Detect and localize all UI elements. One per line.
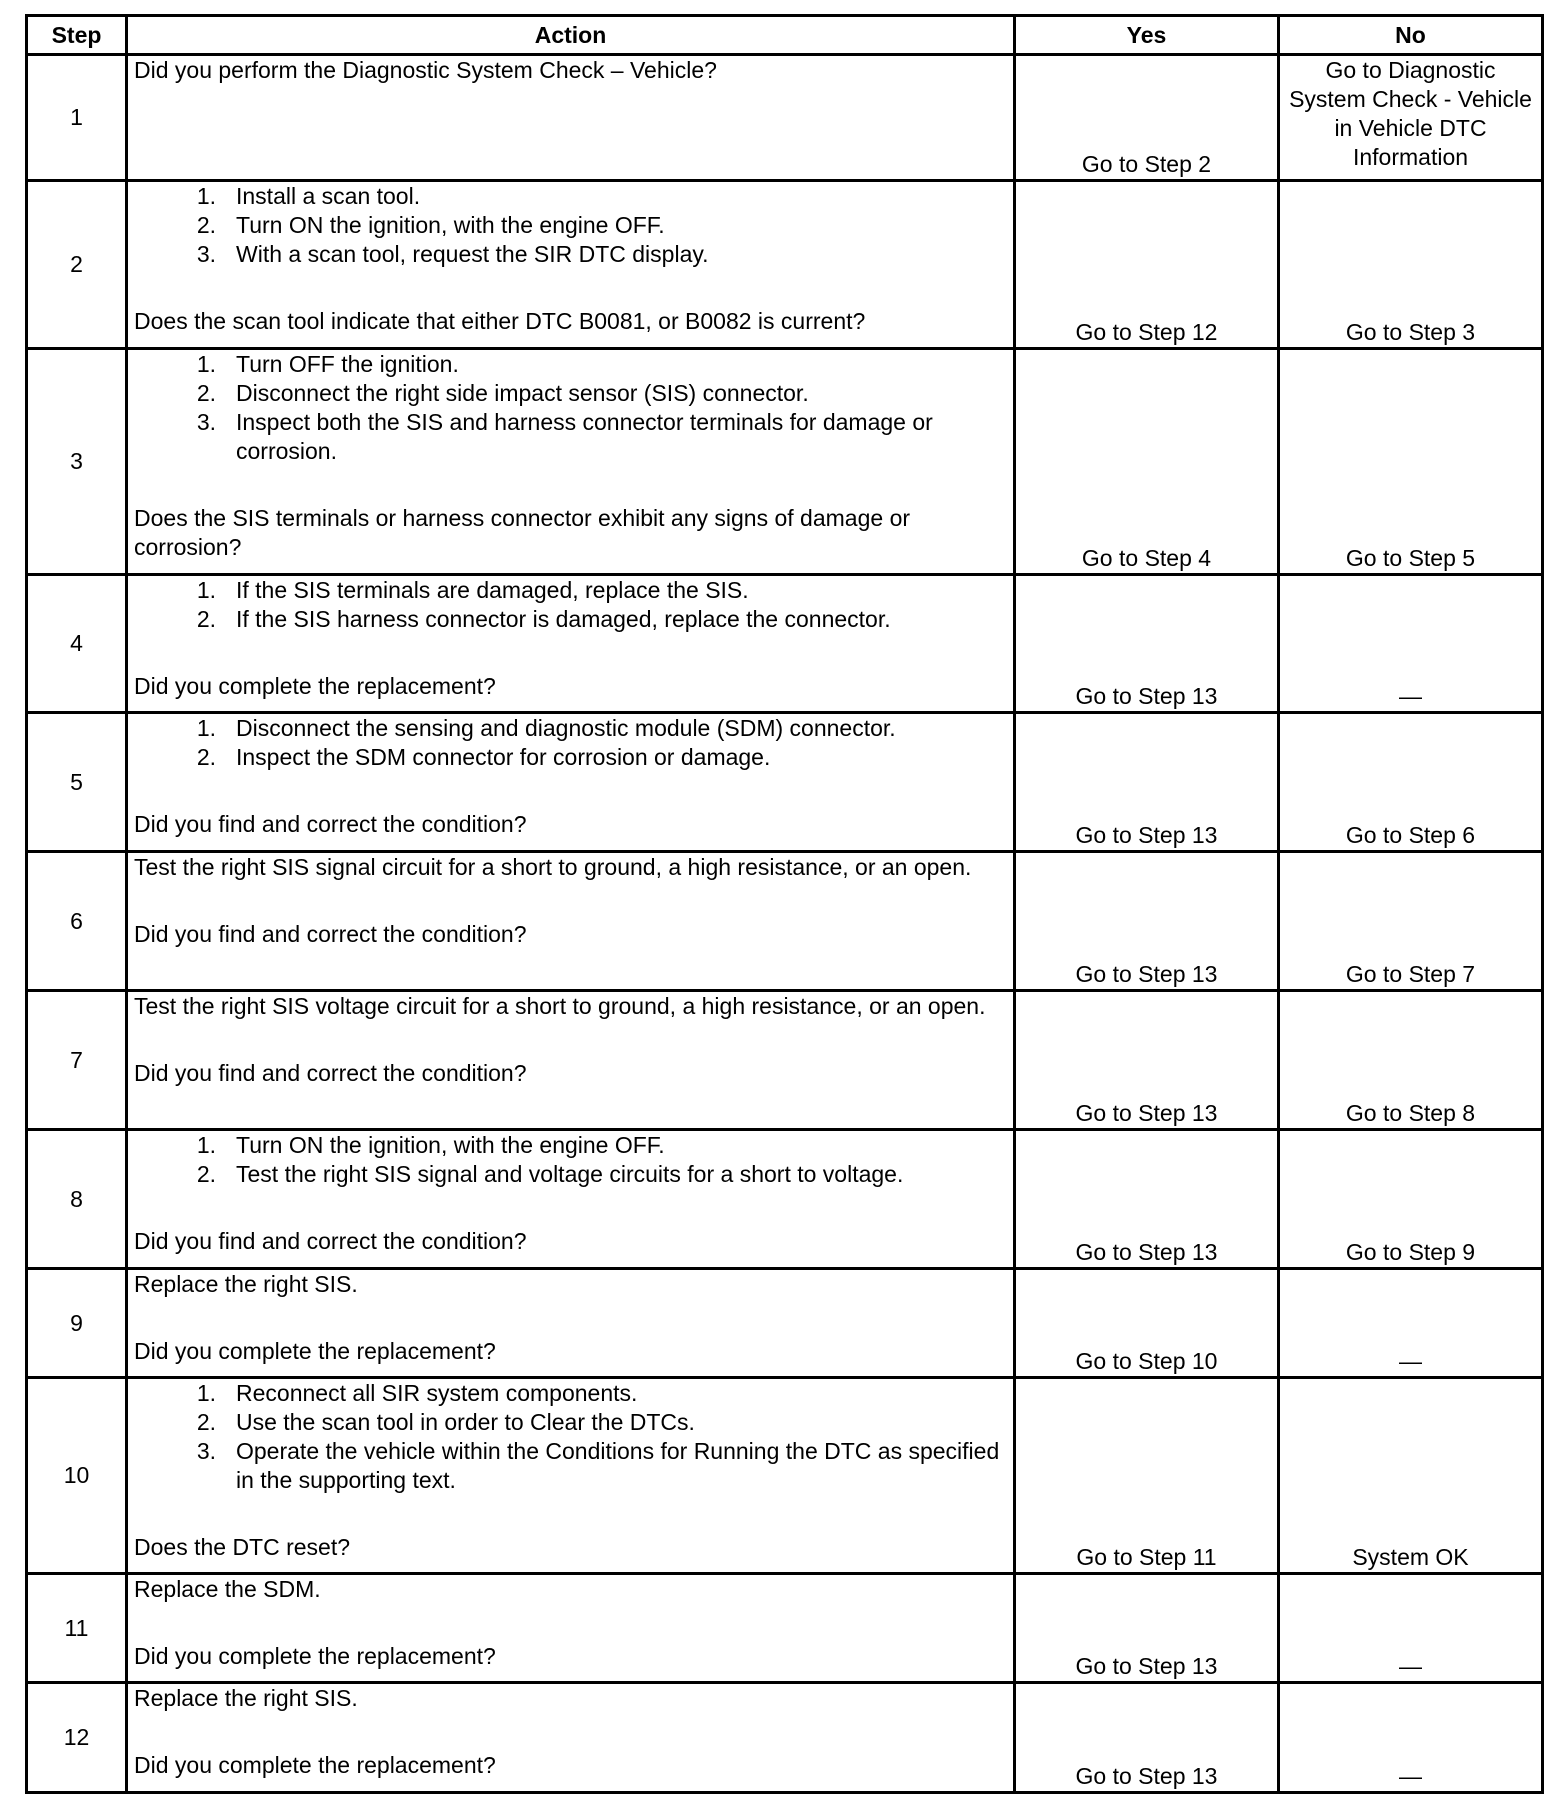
action-step-number: 1.	[196, 1380, 216, 1406]
table-row	[27, 852, 1543, 991]
table-row	[27, 713, 1543, 852]
action-question: Did you find and correct the condition?	[134, 1060, 527, 1086]
no-result: —	[1279, 1683, 1543, 1793]
step-number: 10	[27, 1378, 127, 1574]
action-step-text: Turn ON the ignition, with the engine OFF.	[236, 1132, 665, 1158]
table-row	[27, 1683, 1543, 1793]
step-number: 7	[27, 991, 127, 1130]
action-step-number: 2.	[196, 744, 216, 770]
spacer	[134, 772, 1007, 810]
action-step-list	[134, 1379, 1007, 1495]
no-result: Go to Diagnostic System Check - Vehicle in Vehicle DTC Information	[1279, 55, 1543, 181]
yes-result: Go to Step 12	[1015, 181, 1279, 349]
action-step-number: 2.	[196, 212, 216, 238]
header-step: Step	[27, 16, 127, 55]
table-row	[27, 1574, 1543, 1683]
action-cell	[127, 713, 1015, 852]
action-question: Did you find and correct the condition?	[134, 1228, 527, 1254]
no-result: —	[1279, 1574, 1543, 1683]
step-number: 9	[27, 1269, 127, 1378]
step-number: 3	[27, 349, 127, 575]
action-step-text: Disconnect the right side impact sensor (SIS) connector.	[236, 380, 809, 406]
action-question: Did you complete the replacement?	[134, 1338, 496, 1364]
no-result: Go to Step 9	[1279, 1130, 1543, 1269]
spacer	[134, 269, 1007, 307]
action-cell	[127, 1269, 1015, 1378]
action-step-text: Reconnect all SIR system components.	[236, 1380, 638, 1406]
action-instruction: Test the right SIS signal circuit for a short to ground, a high resistance, or an open.	[134, 854, 972, 880]
step-number: 6	[27, 852, 127, 991]
step-number: 8	[27, 1130, 127, 1269]
action-step-text: Install a scan tool.	[236, 183, 421, 209]
action-step-item	[134, 1160, 1007, 1189]
step-number: 4	[27, 575, 127, 713]
action-cell	[127, 575, 1015, 713]
action-cell	[127, 1574, 1015, 1683]
action-step-item	[134, 240, 1007, 269]
action-step-number: 3.	[196, 1438, 216, 1464]
no-result: Go to Step 7	[1279, 852, 1543, 991]
action-step-number: 3.	[196, 241, 216, 267]
action-cell	[127, 1378, 1015, 1574]
action-step-item	[134, 1408, 1007, 1437]
action-step-text: Operate the vehicle within the Conditions for Running the DTC as specified in the supporting text.	[236, 1438, 1000, 1493]
action-step-number: 2.	[196, 606, 216, 632]
action-step-item	[134, 350, 1007, 379]
action-step-text: With a scan tool, request the SIR DTC display.	[236, 241, 709, 267]
yes-result: Go to Step 13	[1015, 713, 1279, 852]
step-number: 5	[27, 713, 127, 852]
spacer	[134, 1189, 1007, 1227]
yes-result: Go to Step 13	[1015, 1683, 1279, 1793]
action-step-number: 1.	[196, 1132, 216, 1158]
action-step-number: 2.	[196, 1161, 216, 1187]
yes-result: Go to Step 10	[1015, 1269, 1279, 1378]
action-cell	[127, 349, 1015, 575]
action-step-number: 2.	[196, 380, 216, 406]
table-row	[27, 181, 1543, 349]
action-question: Does the DTC reset?	[134, 1534, 351, 1560]
action-question: Did you complete the replacement?	[134, 1752, 496, 1778]
action-step-list	[134, 1131, 1007, 1189]
action-step-item	[134, 714, 1007, 743]
action-instruction: Replace the SDM.	[134, 1576, 321, 1602]
spacer	[134, 466, 1007, 504]
action-step-list	[134, 182, 1007, 269]
action-step-number: 3.	[196, 409, 216, 435]
yes-result: Go to Step 13	[1015, 575, 1279, 713]
action-step-text: Turn ON the ignition, with the engine OFF.	[236, 212, 665, 238]
spacer	[134, 882, 1007, 920]
action-step-item	[134, 408, 1007, 466]
action-step-text: Turn OFF the ignition.	[236, 351, 459, 377]
action-step-list	[134, 576, 1007, 634]
action-step-item	[134, 605, 1007, 634]
action-step-number: 1.	[196, 577, 216, 603]
action-step-item	[134, 1379, 1007, 1408]
action-step-text: If the SIS terminals are damaged, replace the SIS.	[236, 577, 749, 603]
table-row	[27, 1269, 1543, 1378]
action-instruction: Replace the right SIS.	[134, 1685, 358, 1711]
no-result: Go to Step 5	[1279, 349, 1543, 575]
action-cell	[127, 1130, 1015, 1269]
no-result: —	[1279, 575, 1543, 713]
spacer	[134, 1495, 1007, 1533]
action-step-text: Use the scan tool in order to Clear the DTCs.	[236, 1409, 695, 1435]
table-row	[27, 1378, 1543, 1574]
table-row	[27, 575, 1543, 713]
action-step-text: Inspect both the SIS and harness connector terminals for damage or corrosion.	[236, 409, 933, 464]
action-step-item	[134, 379, 1007, 408]
no-result: —	[1279, 1269, 1543, 1378]
action-step-item	[134, 1437, 1007, 1495]
yes-result: Go to Step 13	[1015, 852, 1279, 991]
spacer	[134, 1604, 1007, 1642]
table-row	[27, 55, 1543, 181]
action-cell	[127, 852, 1015, 991]
action-step-list	[134, 350, 1007, 466]
no-result: Go to Step 3	[1279, 181, 1543, 349]
action-question: Does the scan tool indicate that either DTC B0081, or B0082 is current?	[134, 308, 866, 334]
no-result: Go to Step 6	[1279, 713, 1543, 852]
action-cell	[127, 1683, 1015, 1793]
step-number: 11	[27, 1574, 127, 1683]
action-step-number: 1.	[196, 351, 216, 377]
table-row	[27, 349, 1543, 575]
action-instruction: Replace the right SIS.	[134, 1271, 358, 1297]
action-step-text: Inspect the SDM connector for corrosion or damage.	[236, 744, 771, 770]
table-row	[27, 991, 1543, 1130]
no-result: System OK	[1279, 1378, 1543, 1574]
action-instruction: Test the right SIS voltage circuit for a short to ground, a high resistance, or an open.	[134, 993, 986, 1019]
action-step-item	[134, 576, 1007, 605]
action-step-number: 2.	[196, 1409, 216, 1435]
action-question: Did you find and correct the condition?	[134, 921, 527, 947]
yes-result: Go to Step 4	[1015, 349, 1279, 575]
yes-result: Go to Step 13	[1015, 1574, 1279, 1683]
yes-result: Go to Step 2	[1015, 55, 1279, 181]
action-step-text: If the SIS harness connector is damaged, replace the connector.	[236, 606, 891, 632]
action-question: Does the SIS terminals or harness connector exhibit any signs of damage or corrosion?	[134, 505, 911, 560]
action-cell	[127, 181, 1015, 349]
action-step-text: Test the right SIS signal and voltage circuits for a short to voltage.	[236, 1161, 904, 1187]
no-result: Go to Step 8	[1279, 991, 1543, 1130]
action-step-item	[134, 1131, 1007, 1160]
action-step-item	[134, 743, 1007, 772]
action-step-list	[134, 714, 1007, 772]
spacer	[134, 1021, 1007, 1059]
action-step-text: Disconnect the sensing and diagnostic module (SDM) connector.	[236, 715, 896, 741]
step-number: 12	[27, 1683, 127, 1793]
action-question: Did you complete the replacement?	[134, 1643, 496, 1669]
spacer	[134, 1713, 1007, 1751]
diagnostic-table	[25, 14, 1544, 1794]
table-row	[27, 1130, 1543, 1269]
action-instruction: Did you perform the Diagnostic System Check – Vehicle?	[134, 57, 717, 83]
step-number: 2	[27, 181, 127, 349]
action-step-number: 1.	[196, 715, 216, 741]
spacer	[134, 634, 1007, 672]
action-step-item	[134, 182, 1007, 211]
action-question: Did you complete the replacement?	[134, 673, 496, 699]
header-row	[27, 16, 1543, 55]
yes-result: Go to Step 11	[1015, 1378, 1279, 1574]
yes-result: Go to Step 13	[1015, 991, 1279, 1130]
action-step-number: 1.	[196, 183, 216, 209]
action-cell	[127, 991, 1015, 1130]
spacer	[134, 1299, 1007, 1337]
header-no: No	[1279, 16, 1543, 55]
action-step-item	[134, 211, 1007, 240]
action-cell	[127, 55, 1015, 181]
action-question: Did you find and correct the condition?	[134, 811, 527, 837]
yes-result: Go to Step 13	[1015, 1130, 1279, 1269]
step-number: 1	[27, 55, 127, 181]
table-body	[27, 55, 1543, 1793]
header-yes: Yes	[1015, 16, 1279, 55]
header-action: Action	[127, 16, 1015, 55]
